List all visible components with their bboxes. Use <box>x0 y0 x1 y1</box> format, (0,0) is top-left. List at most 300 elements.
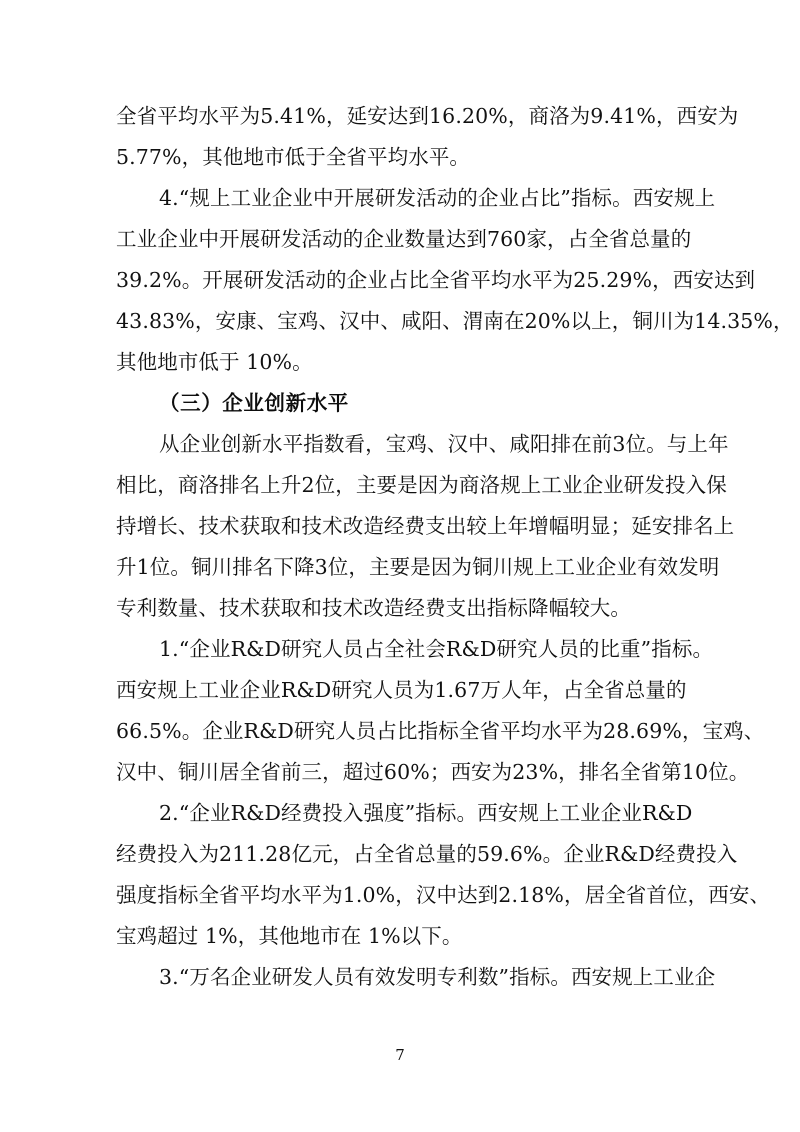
glyph: . <box>142 309 149 333</box>
glyph: 研 <box>496 637 517 661</box>
glyph: 位 <box>625 432 647 456</box>
glyph: 、 <box>743 719 765 743</box>
glyph: 全 <box>458 719 480 743</box>
text-line <box>116 506 735 547</box>
glyph: D <box>277 719 294 743</box>
glyph: 2 <box>498 883 512 907</box>
glyph: 前 <box>591 432 613 456</box>
glyph: 新 <box>241 432 263 456</box>
glyph: 发 <box>280 227 302 251</box>
glyph: 上 <box>591 309 612 333</box>
glyph: 年 <box>521 678 543 702</box>
glyph: 9 <box>619 268 633 292</box>
glyph: 投 <box>157 842 178 866</box>
glyph: 2 <box>512 760 526 784</box>
glyph: 。 <box>728 760 750 784</box>
glyph: 9 <box>490 842 504 866</box>
glyph: 上 <box>533 555 555 579</box>
glyph: 居 <box>219 760 240 784</box>
glyph: 造 <box>363 514 384 538</box>
glyph: 铜 <box>472 555 493 579</box>
glyph: 技 <box>198 514 220 538</box>
glyph: 8 <box>278 842 292 866</box>
glyph: 0 <box>397 760 411 784</box>
glyph: 量 <box>425 227 446 251</box>
glyph: 达 <box>457 883 478 907</box>
glyph: % <box>523 842 543 866</box>
glyph: 上 <box>520 473 542 497</box>
glyph: 上 <box>177 678 199 702</box>
glyph: 创 <box>220 432 242 456</box>
glyph: ， <box>194 309 216 333</box>
glyph: 业 <box>367 268 388 292</box>
glyph: 省 <box>449 268 471 292</box>
glyph: ， <box>542 678 563 702</box>
glyph: 5 <box>260 104 274 128</box>
glyph: 业 <box>260 678 281 702</box>
section-heading: （三）企业创新水平 <box>159 391 349 415</box>
glyph: 业 <box>200 432 221 456</box>
glyph: 看 <box>344 432 366 456</box>
glyph: 达 <box>713 268 735 292</box>
glyph: D <box>264 801 282 825</box>
glyph: 3 <box>612 432 626 456</box>
glyph: 规 <box>673 186 695 210</box>
glyph: 明 <box>416 965 437 989</box>
glyph: 平 <box>561 719 583 743</box>
glyph: 西 <box>116 678 137 702</box>
glyph: 安 <box>651 514 673 538</box>
glyph: 业 <box>580 801 601 825</box>
glyph: 效 <box>657 555 679 579</box>
glyph: 员 <box>342 637 364 661</box>
glyph: 增 <box>528 514 549 538</box>
glyph: 水 <box>262 432 283 456</box>
glyph: 企 <box>563 842 584 866</box>
glyph: 量 <box>650 227 671 251</box>
glyph: 在 <box>503 309 525 333</box>
glyph: 全 <box>605 883 626 907</box>
glyph: 企 <box>189 801 210 825</box>
glyph: 商 <box>528 104 550 128</box>
glyph: 3 <box>116 268 130 292</box>
glyph: 工 <box>541 473 562 497</box>
glyph: 重 <box>620 637 641 661</box>
glyph: 量 <box>645 678 666 702</box>
glyph: 与 <box>666 432 688 456</box>
glyph: 过 <box>363 760 384 784</box>
glyph: 均 <box>520 719 542 743</box>
glyph: 排 <box>578 760 600 784</box>
glyph: 经 <box>281 801 302 825</box>
glyph: ； <box>429 760 451 784</box>
glyph: 省 <box>625 883 647 907</box>
glyph: 6 <box>636 719 650 743</box>
glyph: 究 <box>351 678 373 702</box>
glyph: D <box>479 637 497 661</box>
glyph: ， <box>547 227 568 251</box>
glyph: 开 <box>219 227 240 251</box>
glyph: 家 <box>526 227 548 251</box>
glyph: 中 <box>468 432 489 456</box>
glyph: 业 <box>561 473 583 497</box>
glyph: 平 <box>219 104 240 128</box>
glyph: 水 <box>198 104 220 128</box>
glyph: 南 <box>483 309 504 333</box>
glyph: 企 <box>600 801 622 825</box>
glyph: ， <box>563 883 585 907</box>
glyph: 名 <box>239 473 261 497</box>
glyph: 强 <box>116 883 137 907</box>
glyph: 6 <box>442 104 456 128</box>
glyph: 1 <box>681 760 695 784</box>
glyph: 6 <box>454 678 468 702</box>
glyph: 西 <box>672 268 694 292</box>
glyph: 安 <box>728 883 750 907</box>
glyph: 上 <box>687 432 708 456</box>
glyph: 咸 <box>400 309 422 333</box>
glyph: ” <box>404 801 416 825</box>
glyph: 3 <box>129 309 143 333</box>
glyph: 工 <box>653 965 674 989</box>
glyph: 5 <box>740 309 754 333</box>
glyph: 指 <box>651 637 672 661</box>
glyph: 。 <box>170 555 191 579</box>
glyph: 工 <box>559 801 581 825</box>
glyph: 术 <box>219 514 240 538</box>
glyph: 升 <box>280 473 302 497</box>
glyph: 排 <box>550 432 572 456</box>
glyph: 。 <box>692 637 714 661</box>
glyph: 企 <box>582 473 604 497</box>
glyph: 省 <box>394 842 416 866</box>
glyph: . <box>355 883 363 907</box>
glyph: 川 <box>211 555 233 579</box>
text-line: 专利数量、技术获取和技术改造经费支出指标降幅较大。 <box>116 596 631 620</box>
glyph: 安 <box>215 309 237 333</box>
glyph: 、 <box>426 432 448 456</box>
glyph: ， <box>332 842 354 866</box>
glyph: 工 <box>116 227 137 251</box>
glyph: 首 <box>646 883 668 907</box>
glyph: 1 <box>232 842 246 866</box>
glyph: & <box>259 719 278 743</box>
glyph: 业 <box>673 965 695 989</box>
glyph: 排 <box>672 514 694 538</box>
text-line <box>116 875 771 916</box>
text-line <box>116 629 714 670</box>
glyph: 平 <box>500 719 521 743</box>
glyph: 全 <box>116 104 137 128</box>
glyph: 指 <box>415 801 436 825</box>
glyph: 强 <box>363 801 385 825</box>
text-line <box>116 260 756 301</box>
glyph: 社 <box>404 637 426 661</box>
glyph: 2 <box>148 268 163 292</box>
glyph: 为 <box>413 678 435 702</box>
glyph: 发 <box>644 473 665 497</box>
glyph: D <box>264 637 282 661</box>
glyph: 展 <box>239 227 261 251</box>
glyph: 为 <box>322 883 343 907</box>
glyph: 以 <box>570 309 592 333</box>
text-line <box>116 465 727 506</box>
glyph: 商 <box>458 473 480 497</box>
glyph: 发 <box>395 186 417 210</box>
glyph: . <box>629 719 637 743</box>
glyph: 数 <box>404 227 426 251</box>
glyph: ， <box>681 719 703 743</box>
glyph: 川 <box>492 555 514 579</box>
glyph: 为 <box>717 104 739 128</box>
glyph: 费 <box>301 801 323 825</box>
glyph: 业 <box>498 186 520 210</box>
glyph: 较 <box>466 514 487 538</box>
glyph: 。 <box>181 268 203 292</box>
glyph: 为 <box>673 309 695 333</box>
glyph: 的 <box>457 186 478 210</box>
glyph: 总 <box>629 227 651 251</box>
glyph: 。 <box>456 801 478 825</box>
glyph: ， <box>325 104 347 128</box>
glyph: 西 <box>676 104 698 128</box>
glyph: 0 <box>362 883 376 907</box>
glyph: ， <box>773 309 794 333</box>
glyph: 位 <box>314 473 336 497</box>
glyph: D <box>314 678 332 702</box>
glyph: R <box>230 637 247 661</box>
glyph: 。 <box>612 186 633 210</box>
glyph: 标 <box>671 637 693 661</box>
glyph: 达 <box>445 227 467 251</box>
glyph: . <box>172 186 179 210</box>
glyph: 西 <box>570 965 592 989</box>
glyph: 延 <box>631 514 652 538</box>
glyph: 比 <box>397 719 418 743</box>
glyph: 入 <box>177 842 199 866</box>
glyph: 标 <box>177 883 199 907</box>
glyph: 4 <box>280 104 294 128</box>
glyph: 占 <box>567 227 589 251</box>
glyph: 业 <box>583 842 605 866</box>
glyph: ， <box>558 760 579 784</box>
glyph: 数 <box>477 965 499 989</box>
glyph: 5 <box>476 842 491 866</box>
glyph: 咸 <box>509 432 530 456</box>
glyph: 3 <box>162 309 176 333</box>
glyph: 。 <box>181 719 203 743</box>
glyph: ” <box>560 186 571 210</box>
glyph: 研 <box>271 965 293 989</box>
glyph: % <box>306 104 326 128</box>
glyph: 主 <box>355 473 377 497</box>
glyph: 、 <box>157 760 178 784</box>
glyph: 指 <box>157 883 178 907</box>
glyph: . <box>172 965 179 989</box>
glyph: 企 <box>477 186 499 210</box>
glyph: 、 <box>749 883 771 907</box>
glyph: 。 <box>646 432 667 456</box>
glyph: 业 <box>136 227 158 251</box>
glyph: 发 <box>264 268 285 292</box>
glyph: 6 <box>129 719 143 743</box>
glyph: 工 <box>230 186 252 210</box>
glyph: 规 <box>500 473 521 497</box>
glyph: 安 <box>653 186 674 210</box>
glyph: 度 <box>136 883 158 907</box>
glyph: R <box>230 801 247 825</box>
text-line <box>116 178 716 219</box>
glyph: 占 <box>387 268 409 292</box>
glyph: 1 <box>245 842 259 866</box>
glyph: 标 <box>435 801 457 825</box>
glyph: 、 <box>318 309 340 333</box>
glyph: 0 <box>475 104 489 128</box>
glyph: ， <box>652 268 673 292</box>
glyph: 年 <box>507 514 529 538</box>
glyph: 到 <box>734 268 756 292</box>
glyph: 占 <box>376 719 398 743</box>
glyph: 规 <box>189 186 210 210</box>
text-line <box>116 424 729 465</box>
glyph: 全 <box>429 268 450 292</box>
glyph: 汉 <box>447 432 469 456</box>
glyph: ， <box>335 473 356 497</box>
glyph: 宝 <box>277 309 298 333</box>
glyph: 川 <box>652 309 674 333</box>
glyph: 安 <box>693 268 714 292</box>
glyph: 超 <box>342 760 364 784</box>
glyph: 铜 <box>190 555 212 579</box>
glyph: 全 <box>588 227 609 251</box>
glyph: 省 <box>608 227 630 251</box>
glyph: 名 <box>209 965 231 989</box>
glyph: 商 <box>177 473 199 497</box>
glyph: 升 <box>116 555 137 579</box>
glyph: 6 <box>383 760 398 784</box>
glyph: 为 <box>198 842 220 866</box>
glyph: 中 <box>198 227 220 251</box>
glyph: & <box>246 801 265 825</box>
glyph: 省 <box>604 678 625 702</box>
glyph: % <box>410 760 430 784</box>
glyph: 增 <box>136 514 158 538</box>
glyph: 7 <box>486 227 501 251</box>
glyph: 因 <box>417 473 439 497</box>
glyph: 为 <box>569 104 591 128</box>
glyph: 0 <box>513 227 527 251</box>
glyph: 企 <box>179 432 201 456</box>
glyph: 发 <box>395 965 417 989</box>
glyph: 企 <box>271 186 293 210</box>
glyph: 企 <box>230 965 252 989</box>
glyph: 水 <box>280 883 302 907</box>
glyph: 指 <box>509 965 530 989</box>
glyph: 利 <box>457 965 478 989</box>
glyph: 开 <box>202 268 223 292</box>
glyph: 汉 <box>415 883 437 907</box>
glyph: % <box>636 104 656 128</box>
glyph: 阳 <box>421 309 443 333</box>
glyph: 上 <box>632 965 654 989</box>
glyph: R <box>604 842 620 866</box>
glyph: 下 <box>273 555 295 579</box>
glyph: 指 <box>570 186 592 210</box>
glyph: % <box>175 309 195 333</box>
glyph: % <box>544 883 564 907</box>
glyph: 西 <box>450 760 472 784</box>
glyph: 持 <box>116 514 137 538</box>
glyph: 安 <box>136 678 158 702</box>
glyph: 从 <box>159 432 180 456</box>
glyph: 平 <box>532 268 553 292</box>
glyph: & <box>296 678 315 702</box>
glyph: 费 <box>136 842 158 866</box>
glyph: 明 <box>569 514 591 538</box>
glyph: % <box>538 760 559 784</box>
glyph: 指 <box>417 719 439 743</box>
glyph: 究 <box>301 637 323 661</box>
glyph: 术 <box>322 514 343 538</box>
glyph: 洛 <box>198 473 220 497</box>
glyph: 亿 <box>291 842 313 866</box>
glyph: 渭 <box>462 309 484 333</box>
glyph: 业 <box>603 473 624 497</box>
glyph: 铜 <box>632 309 653 333</box>
glyph: 是 <box>410 555 431 579</box>
glyph: 展 <box>222 268 244 292</box>
glyph: 企 <box>189 637 210 661</box>
glyph: 业 <box>209 637 231 661</box>
glyph: “ <box>178 965 190 989</box>
glyph: % <box>753 309 773 333</box>
glyph: ， <box>365 432 386 456</box>
glyph: 标 <box>529 965 551 989</box>
glyph: ， <box>655 104 677 128</box>
glyph: 居 <box>584 883 606 907</box>
glyph: % <box>632 268 653 292</box>
glyph: 。 <box>542 842 564 866</box>
glyph: 到 <box>408 104 429 128</box>
glyph: 研 <box>243 268 265 292</box>
glyph: 企 <box>202 719 223 743</box>
glyph: 名 <box>599 760 620 784</box>
glyph: 4 <box>707 309 721 333</box>
glyph: 排 <box>219 473 240 497</box>
glyph: ， <box>687 883 709 907</box>
glyph: 安 <box>497 801 519 825</box>
glyph: % <box>488 104 508 128</box>
glyph: 。 <box>550 965 571 989</box>
glyph: 费 <box>404 514 426 538</box>
text-line <box>116 301 794 342</box>
glyph: 省 <box>136 104 158 128</box>
glyph: D <box>675 801 693 825</box>
glyph: 经 <box>116 842 137 866</box>
glyph: 研 <box>623 473 645 497</box>
glyph: . <box>273 104 281 128</box>
glyph: . <box>258 842 266 866</box>
glyph: 人 <box>501 678 522 702</box>
glyph: 汉 <box>339 309 360 333</box>
glyph: 达 <box>387 104 409 128</box>
glyph: 规 <box>612 965 633 989</box>
glyph: 员 <box>333 965 355 989</box>
glyph: & <box>246 637 265 661</box>
glyph: . <box>511 883 519 907</box>
glyph: 7 <box>467 678 481 702</box>
glyph: 1 <box>694 309 708 333</box>
